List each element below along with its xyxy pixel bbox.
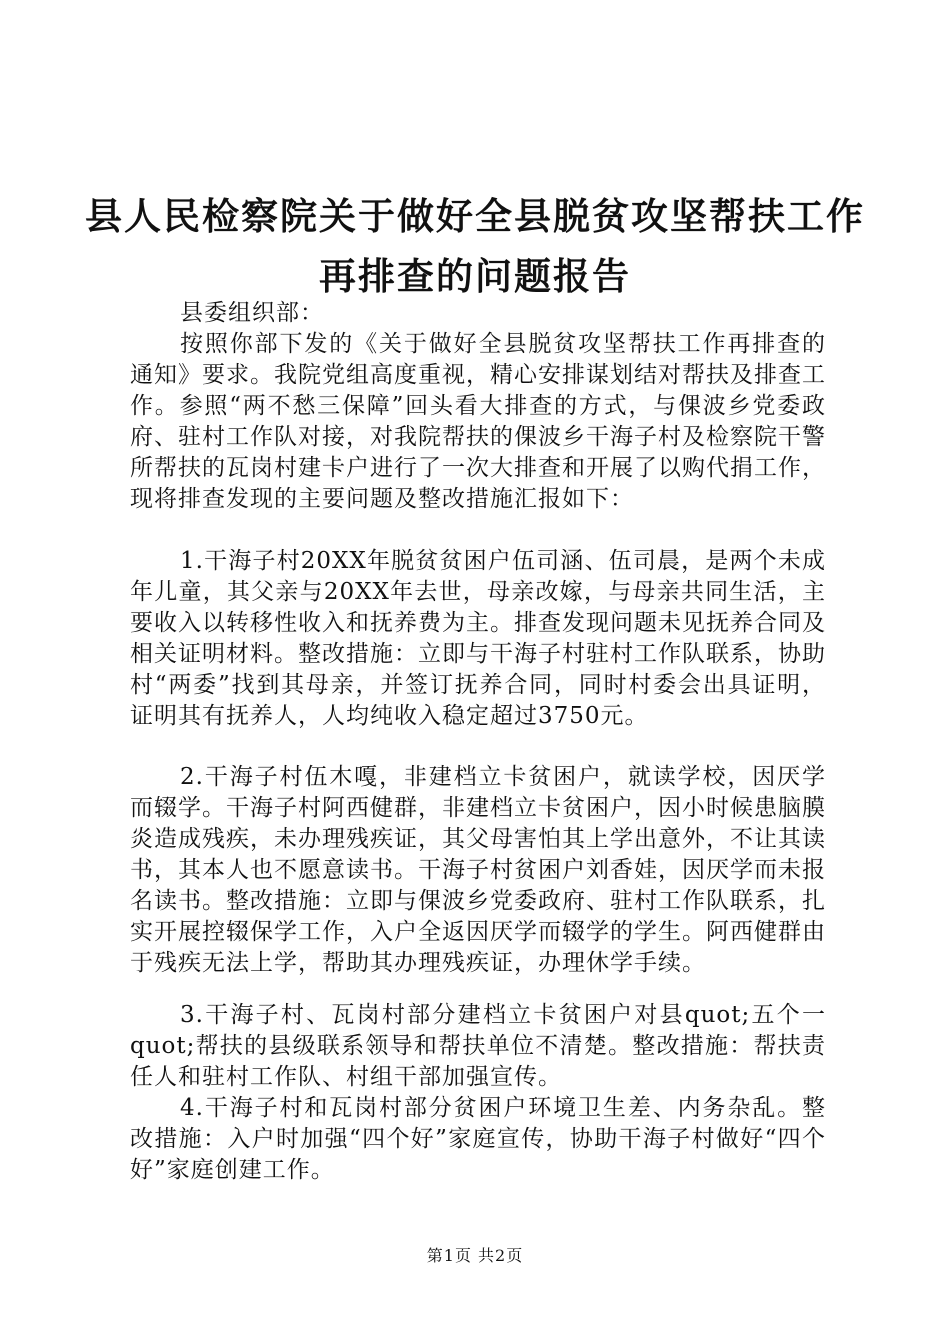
page-footer: 第1页 共2页 bbox=[426, 1246, 524, 1265]
salutation: 县委组织部： bbox=[180, 300, 324, 326]
issue-item-3: 3.干海子村、瓦岗村部分建档立卡贫困户对县quot;五个一quot;帮扶的县级联系领导和帮扶单位不清楚。整改措施：帮扶责任人和驻村工作队、村组干部加强宣传。 bbox=[130, 1002, 826, 1090]
document-title-line2: 再排查的问题报告 bbox=[319, 254, 631, 298]
intro-paragraph: 按照你部下发的《关于做好全县脱贫攻坚帮扶工作再排查的通知》要求。我院党组高度重视，精心安排谋划结对帮扶及排查工作。参照“两不愁三保障”回头看大排查的方式，与倮波乡党委政府、驻村工作队对接，对我院帮扶的倮波乡干海子村及检察院干警所帮扶的瓦岗村建卡户进行了一次大排查和开展了以购代捐工作，现将排查发现的主要问题及整改措施汇报如下： bbox=[130, 331, 826, 512]
issue-item-1: 1.干海子村20XX年脱贫贫困户伍司涵、伍司晨，是两个未成年儿童，其父亲与20XX年去世，母亲改嫁，与母亲共同生活，主要收入以转移性收入和抚养费为主。排查发现问题未见抚养合同及相关证明材料。整改措施：立即与干海子村驻村工作队联系，协助村“两委”找到其母亲，并签订抚养合同，同时村委会出具证明，证明其有抚养人，人均纯收入稳定超过3750元。 bbox=[130, 548, 826, 729]
issue-item-2: 2.干海子村伍木嘎，非建档立卡贫困户，就读学校，因厌学而辍学。干海子村阿西健群，非建档立卡贫困户，因小时候患脑膜炎造成残疾，未办理残疾证，其父母害怕其上学出意外，不让其读书，其本人也不愿意读书。干海子村贫困户刘香娃，因厌学而未报名读书。整改措施：立即与倮波乡党委政府、驻村工作队联系，扎实开展控辍保学工作，入户全返因厌学而辍学的学生。阿西健群由于残疾无法上学，帮助其办理残疾证，办理休学手续。 bbox=[130, 764, 826, 976]
document-title-line1: 县人民检察院关于做好全县脱贫攻坚帮扶工作 bbox=[85, 194, 865, 238]
issue-item-4: 4.干海子村和瓦岗村部分贫困户环境卫生差、内务杂乱。整改措施：入户时加强“四个好”家庭宣传，协助干海子村做好“四个好”家庭创建工作。 bbox=[130, 1095, 826, 1183]
